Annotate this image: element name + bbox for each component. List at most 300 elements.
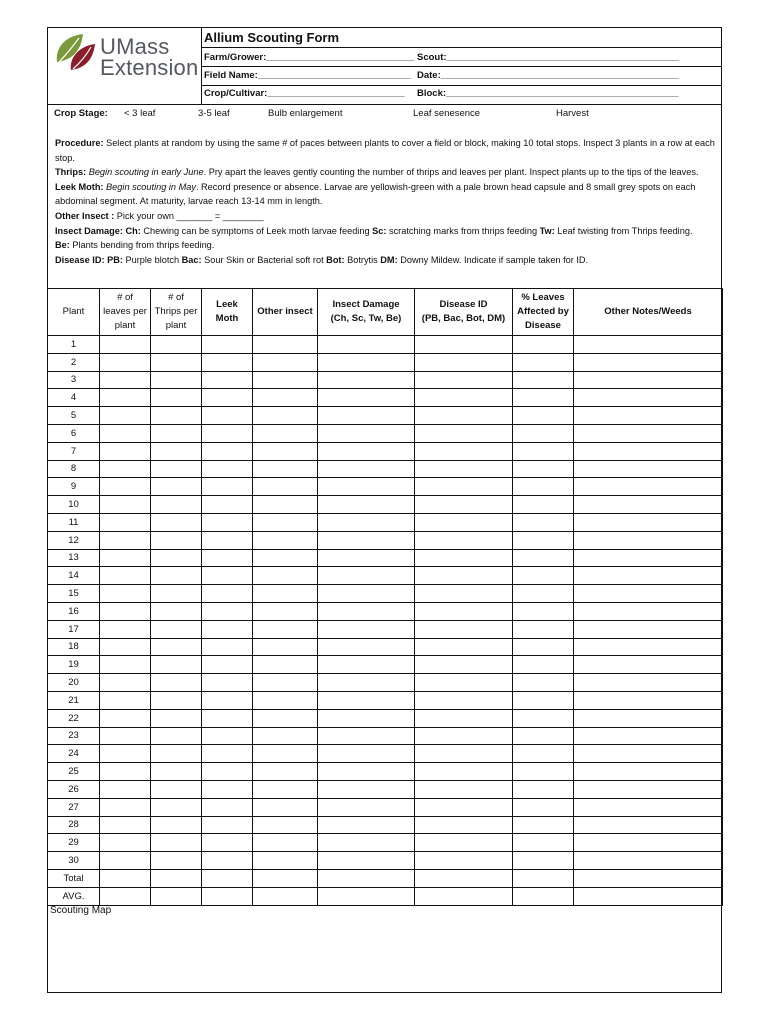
entry-cell[interactable] bbox=[513, 407, 574, 425]
entry-cell[interactable] bbox=[151, 567, 202, 585]
row-label: AVG. bbox=[48, 887, 100, 905]
entry-cell[interactable] bbox=[253, 816, 318, 834]
entry-cell[interactable] bbox=[100, 389, 151, 407]
entry-cell[interactable] bbox=[415, 763, 513, 781]
entry-cell[interactable] bbox=[253, 656, 318, 674]
entry-cell[interactable] bbox=[574, 709, 723, 727]
entry-cell[interactable] bbox=[202, 834, 253, 852]
scouting-table bbox=[47, 288, 723, 906]
entry-cell[interactable] bbox=[415, 798, 513, 816]
entry-cell[interactable] bbox=[574, 442, 723, 460]
row-label: 9 bbox=[48, 478, 100, 496]
entry-cell[interactable] bbox=[513, 389, 574, 407]
entry-cell[interactable] bbox=[513, 478, 574, 496]
entry-cell[interactable] bbox=[574, 727, 723, 745]
entry-cell[interactable] bbox=[100, 691, 151, 709]
entry-cell[interactable] bbox=[574, 353, 723, 371]
entry-cell[interactable] bbox=[202, 424, 253, 442]
entry-cell[interactable] bbox=[318, 887, 415, 905]
entry-cell[interactable] bbox=[318, 389, 415, 407]
entry-cell[interactable] bbox=[253, 531, 318, 549]
entry-cell[interactable] bbox=[253, 638, 318, 656]
entry-cell[interactable] bbox=[100, 513, 151, 531]
entry-cell[interactable] bbox=[100, 585, 151, 603]
entry-cell[interactable] bbox=[100, 353, 151, 371]
entry-cell[interactable] bbox=[513, 336, 574, 354]
entry-cell[interactable] bbox=[253, 585, 318, 603]
table-row bbox=[48, 674, 723, 692]
entry-cell[interactable] bbox=[151, 549, 202, 567]
entry-cell[interactable] bbox=[253, 798, 318, 816]
entry-cell[interactable] bbox=[100, 638, 151, 656]
entry-cell[interactable] bbox=[100, 567, 151, 585]
leek-moth-text: . Record presence or absence. Larvae are yellowish-green with a pale brown head capsule and 8 small grey spots on each abdominal segment. At maturity, larvae reach 13-14 mm in length. bbox=[55, 181, 696, 207]
table-row bbox=[48, 460, 723, 478]
entry-cell[interactable] bbox=[202, 709, 253, 727]
table-row bbox=[48, 478, 723, 496]
entry-cell[interactable] bbox=[415, 407, 513, 425]
entry-cell[interactable] bbox=[202, 407, 253, 425]
field-name-field[interactable]: Field Name:_____________________________ bbox=[204, 70, 412, 81]
entry-cell[interactable] bbox=[574, 780, 723, 798]
table-row bbox=[48, 763, 723, 781]
entry-cell[interactable] bbox=[151, 585, 202, 603]
entry-cell[interactable] bbox=[318, 567, 415, 585]
entry-cell[interactable] bbox=[100, 852, 151, 870]
entry-cell[interactable] bbox=[202, 638, 253, 656]
entry-cell[interactable] bbox=[415, 389, 513, 407]
entry-cell[interactable] bbox=[151, 727, 202, 745]
entry-cell[interactable] bbox=[513, 887, 574, 905]
entry-cell[interactable] bbox=[513, 549, 574, 567]
entry-cell[interactable] bbox=[253, 727, 318, 745]
entry-cell[interactable] bbox=[513, 531, 574, 549]
entry-cell[interactable] bbox=[202, 389, 253, 407]
entry-cell[interactable] bbox=[100, 709, 151, 727]
entry-cell[interactable] bbox=[202, 656, 253, 674]
entry-cell[interactable] bbox=[151, 834, 202, 852]
entry-cell[interactable] bbox=[513, 496, 574, 514]
insect-damage-label: Insect Damage: bbox=[55, 225, 123, 236]
entry-cell[interactable] bbox=[513, 442, 574, 460]
row-label: 5 bbox=[48, 407, 100, 425]
entry-cell[interactable] bbox=[318, 496, 415, 514]
entry-cell[interactable] bbox=[100, 371, 151, 389]
entry-cell[interactable] bbox=[513, 638, 574, 656]
entry-cell[interactable] bbox=[253, 709, 318, 727]
entry-cell[interactable] bbox=[253, 549, 318, 567]
entry-cell[interactable] bbox=[318, 780, 415, 798]
entry-cell[interactable] bbox=[415, 780, 513, 798]
entry-cell[interactable] bbox=[100, 816, 151, 834]
col-pct-leaves: % Leaves Affected by Disease bbox=[513, 289, 574, 336]
entry-cell[interactable] bbox=[318, 602, 415, 620]
entry-cell[interactable] bbox=[513, 460, 574, 478]
entry-cell[interactable] bbox=[100, 478, 151, 496]
entry-cell[interactable] bbox=[318, 531, 415, 549]
entry-cell[interactable] bbox=[513, 816, 574, 834]
row-label: 19 bbox=[48, 656, 100, 674]
entry-cell[interactable] bbox=[574, 389, 723, 407]
row-label: 3 bbox=[48, 371, 100, 389]
entry-cell[interactable] bbox=[318, 763, 415, 781]
entry-cell[interactable] bbox=[415, 336, 513, 354]
entry-cell[interactable] bbox=[202, 549, 253, 567]
entry-cell[interactable] bbox=[151, 869, 202, 887]
crop-stage-option[interactable]: 3-5 leaf bbox=[198, 108, 230, 119]
entry-cell[interactable] bbox=[100, 460, 151, 478]
entry-cell[interactable] bbox=[574, 460, 723, 478]
entry-cell[interactable] bbox=[151, 887, 202, 905]
entry-cell[interactable] bbox=[100, 674, 151, 692]
entry-cell[interactable] bbox=[318, 745, 415, 763]
entry-cell[interactable] bbox=[415, 371, 513, 389]
date-field[interactable]: Date:_____________________________________________ bbox=[417, 70, 679, 81]
entry-cell[interactable] bbox=[100, 531, 151, 549]
entry-cell[interactable] bbox=[202, 816, 253, 834]
entry-cell[interactable] bbox=[318, 549, 415, 567]
entry-cell[interactable] bbox=[253, 478, 318, 496]
table-row bbox=[48, 620, 723, 638]
entry-cell[interactable] bbox=[513, 780, 574, 798]
block-field[interactable]: Block:____________________________________________ bbox=[417, 88, 679, 99]
entry-cell[interactable] bbox=[151, 656, 202, 674]
entry-cell[interactable] bbox=[574, 763, 723, 781]
entry-cell[interactable] bbox=[253, 869, 318, 887]
entry-cell[interactable] bbox=[253, 513, 318, 531]
entry-cell[interactable] bbox=[100, 424, 151, 442]
entry-cell[interactable] bbox=[202, 567, 253, 585]
entry-cell[interactable] bbox=[574, 567, 723, 585]
entry-cell[interactable] bbox=[151, 745, 202, 763]
entry-cell[interactable] bbox=[253, 371, 318, 389]
entry-cell[interactable] bbox=[151, 709, 202, 727]
entry-cell[interactable] bbox=[151, 407, 202, 425]
entry-cell[interactable] bbox=[151, 424, 202, 442]
entry-cell[interactable] bbox=[151, 371, 202, 389]
entry-cell[interactable] bbox=[151, 460, 202, 478]
row-label: 8 bbox=[48, 460, 100, 478]
entry-cell[interactable] bbox=[151, 531, 202, 549]
entry-cell[interactable] bbox=[100, 780, 151, 798]
entry-cell[interactable] bbox=[202, 887, 253, 905]
entry-cell[interactable] bbox=[202, 496, 253, 514]
entry-cell[interactable] bbox=[151, 442, 202, 460]
entry-cell[interactable] bbox=[318, 513, 415, 531]
entry-cell[interactable] bbox=[100, 727, 151, 745]
entry-cell[interactable] bbox=[574, 852, 723, 870]
entry-cell[interactable] bbox=[513, 709, 574, 727]
entry-cell[interactable] bbox=[513, 620, 574, 638]
entry-cell[interactable] bbox=[253, 852, 318, 870]
entry-cell[interactable] bbox=[513, 585, 574, 603]
entry-cell[interactable] bbox=[202, 602, 253, 620]
entry-cell[interactable] bbox=[415, 549, 513, 567]
entry-cell[interactable] bbox=[202, 852, 253, 870]
entry-cell[interactable] bbox=[318, 371, 415, 389]
table-row bbox=[48, 389, 723, 407]
entry-cell[interactable] bbox=[574, 478, 723, 496]
logo-line-2: Extension bbox=[100, 55, 199, 80]
entry-cell[interactable] bbox=[513, 691, 574, 709]
entry-cell[interactable] bbox=[513, 371, 574, 389]
entry-cell[interactable] bbox=[100, 745, 151, 763]
entry-cell[interactable] bbox=[151, 478, 202, 496]
entry-cell[interactable] bbox=[202, 620, 253, 638]
entry-cell[interactable] bbox=[513, 513, 574, 531]
entry-cell[interactable] bbox=[513, 424, 574, 442]
entry-cell[interactable] bbox=[318, 798, 415, 816]
entry-cell[interactable] bbox=[253, 389, 318, 407]
entry-cell[interactable] bbox=[513, 602, 574, 620]
entry-cell[interactable] bbox=[151, 798, 202, 816]
divider bbox=[201, 66, 721, 67]
entry-cell[interactable] bbox=[513, 763, 574, 781]
entry-cell[interactable] bbox=[318, 691, 415, 709]
entry-cell[interactable] bbox=[513, 353, 574, 371]
row-label: 2 bbox=[48, 353, 100, 371]
entry-cell[interactable] bbox=[318, 869, 415, 887]
row-label: 13 bbox=[48, 549, 100, 567]
entry-cell[interactable] bbox=[318, 727, 415, 745]
divider bbox=[201, 85, 721, 86]
entry-cell[interactable] bbox=[253, 620, 318, 638]
entry-cell[interactable] bbox=[100, 602, 151, 620]
umass-extension-logo bbox=[48, 28, 202, 104]
table-row bbox=[48, 407, 723, 425]
scout-field[interactable]: Scout:____________________________________________ bbox=[417, 52, 680, 63]
entry-cell[interactable] bbox=[253, 834, 318, 852]
entry-cell[interactable] bbox=[100, 336, 151, 354]
entry-cell[interactable] bbox=[318, 709, 415, 727]
entry-cell[interactable] bbox=[253, 887, 318, 905]
entry-cell[interactable] bbox=[202, 691, 253, 709]
entry-cell[interactable] bbox=[202, 531, 253, 549]
table-row bbox=[48, 691, 723, 709]
entry-cell[interactable] bbox=[415, 887, 513, 905]
entry-cell[interactable] bbox=[574, 638, 723, 656]
entry-cell[interactable] bbox=[202, 745, 253, 763]
crop-cultivar-field[interactable]: Crop/Cultivar:__________________________ bbox=[204, 88, 405, 99]
crop-stage-option[interactable]: Bulb enlargement bbox=[268, 108, 343, 119]
table-row bbox=[48, 602, 723, 620]
crop-stage-option[interactable]: Leaf senesence bbox=[413, 108, 481, 119]
entry-cell[interactable] bbox=[253, 442, 318, 460]
entry-cell[interactable] bbox=[513, 567, 574, 585]
entry-cell[interactable] bbox=[253, 745, 318, 763]
entry-cell[interactable] bbox=[318, 852, 415, 870]
entry-cell[interactable] bbox=[318, 353, 415, 371]
entry-cell[interactable] bbox=[202, 513, 253, 531]
entry-cell[interactable] bbox=[415, 691, 513, 709]
entry-cell[interactable] bbox=[318, 585, 415, 603]
entry-cell[interactable] bbox=[253, 691, 318, 709]
entry-cell[interactable] bbox=[318, 816, 415, 834]
entry-cell[interactable] bbox=[151, 602, 202, 620]
entry-cell[interactable] bbox=[415, 460, 513, 478]
entry-cell[interactable] bbox=[253, 353, 318, 371]
entry-cell[interactable] bbox=[318, 638, 415, 656]
entry-cell[interactable] bbox=[100, 869, 151, 887]
entry-cell[interactable] bbox=[151, 389, 202, 407]
code-be: Be: bbox=[55, 240, 70, 251]
entry-cell[interactable] bbox=[574, 513, 723, 531]
entry-cell[interactable] bbox=[415, 531, 513, 549]
crop-stage-option[interactable]: Harvest bbox=[556, 108, 589, 119]
entry-cell[interactable] bbox=[318, 407, 415, 425]
entry-cell[interactable] bbox=[415, 745, 513, 763]
entry-cell[interactable] bbox=[415, 816, 513, 834]
entry-cell[interactable] bbox=[151, 763, 202, 781]
entry-cell[interactable] bbox=[253, 496, 318, 514]
entry-cell[interactable] bbox=[415, 496, 513, 514]
entry-cell[interactable] bbox=[574, 602, 723, 620]
entry-cell[interactable] bbox=[513, 745, 574, 763]
entry-cell[interactable] bbox=[151, 691, 202, 709]
entry-cell[interactable] bbox=[574, 834, 723, 852]
entry-cell[interactable] bbox=[100, 656, 151, 674]
entry-cell[interactable] bbox=[202, 798, 253, 816]
entry-cell[interactable] bbox=[100, 763, 151, 781]
entry-cell[interactable] bbox=[253, 407, 318, 425]
entry-cell[interactable] bbox=[151, 852, 202, 870]
entry-cell[interactable] bbox=[415, 656, 513, 674]
entry-cell[interactable] bbox=[318, 424, 415, 442]
entry-cell[interactable] bbox=[415, 869, 513, 887]
entry-cell[interactable] bbox=[574, 336, 723, 354]
entry-cell[interactable] bbox=[574, 371, 723, 389]
entry-cell[interactable] bbox=[202, 674, 253, 692]
entry-cell[interactable] bbox=[202, 478, 253, 496]
entry-cell[interactable] bbox=[202, 727, 253, 745]
entry-cell[interactable] bbox=[151, 620, 202, 638]
entry-cell[interactable] bbox=[415, 602, 513, 620]
entry-cell[interactable] bbox=[318, 620, 415, 638]
entry-cell[interactable] bbox=[513, 727, 574, 745]
entry-cell[interactable] bbox=[100, 407, 151, 425]
entry-cell[interactable] bbox=[100, 798, 151, 816]
entry-cell[interactable] bbox=[415, 478, 513, 496]
entry-cell[interactable] bbox=[574, 585, 723, 603]
entry-cell[interactable] bbox=[574, 887, 723, 905]
entry-cell[interactable] bbox=[318, 478, 415, 496]
entry-cell[interactable] bbox=[151, 638, 202, 656]
entry-cell[interactable] bbox=[513, 869, 574, 887]
entry-cell[interactable] bbox=[100, 834, 151, 852]
entry-cell[interactable] bbox=[415, 709, 513, 727]
header-fields bbox=[201, 28, 721, 104]
entry-cell[interactable] bbox=[151, 513, 202, 531]
entry-cell[interactable] bbox=[574, 745, 723, 763]
entry-cell[interactable] bbox=[202, 585, 253, 603]
entry-cell[interactable] bbox=[253, 567, 318, 585]
entry-cell[interactable] bbox=[100, 442, 151, 460]
entry-cell[interactable] bbox=[574, 620, 723, 638]
entry-cell[interactable] bbox=[574, 869, 723, 887]
entry-cell[interactable] bbox=[151, 353, 202, 371]
entry-cell[interactable] bbox=[415, 585, 513, 603]
entry-cell[interactable] bbox=[100, 549, 151, 567]
entry-cell[interactable] bbox=[151, 496, 202, 514]
entry-cell[interactable] bbox=[202, 442, 253, 460]
entry-cell[interactable] bbox=[151, 336, 202, 354]
entry-cell[interactable] bbox=[574, 531, 723, 549]
entry-cell[interactable] bbox=[415, 442, 513, 460]
entry-cell[interactable] bbox=[202, 460, 253, 478]
entry-cell[interactable] bbox=[574, 798, 723, 816]
entry-cell[interactable] bbox=[574, 674, 723, 692]
entry-cell[interactable] bbox=[253, 602, 318, 620]
entry-cell[interactable] bbox=[100, 620, 151, 638]
entry-cell[interactable] bbox=[574, 656, 723, 674]
entry-cell[interactable] bbox=[415, 620, 513, 638]
entry-cell[interactable] bbox=[574, 549, 723, 567]
entry-cell[interactable] bbox=[100, 887, 151, 905]
entry-cell[interactable] bbox=[574, 407, 723, 425]
entry-cell[interactable] bbox=[202, 336, 253, 354]
entry-cell[interactable] bbox=[415, 567, 513, 585]
entry-cell[interactable] bbox=[415, 424, 513, 442]
entry-cell[interactable] bbox=[574, 496, 723, 514]
farm-grower-field[interactable]: Farm/Grower:____________________________ bbox=[204, 52, 415, 63]
entry-cell[interactable] bbox=[513, 656, 574, 674]
entry-cell[interactable] bbox=[202, 780, 253, 798]
entry-cell[interactable] bbox=[415, 834, 513, 852]
entry-cell[interactable] bbox=[415, 674, 513, 692]
entry-cell[interactable] bbox=[415, 852, 513, 870]
entry-cell[interactable] bbox=[513, 852, 574, 870]
entry-cell[interactable] bbox=[100, 496, 151, 514]
entry-cell[interactable] bbox=[253, 763, 318, 781]
entry-cell[interactable] bbox=[318, 656, 415, 674]
entry-cell[interactable] bbox=[415, 513, 513, 531]
entry-cell[interactable] bbox=[415, 353, 513, 371]
entry-cell[interactable] bbox=[415, 727, 513, 745]
entry-cell[interactable] bbox=[202, 763, 253, 781]
entry-cell[interactable] bbox=[318, 336, 415, 354]
code-bot-text: Botrytis bbox=[344, 254, 378, 265]
entry-cell[interactable] bbox=[253, 424, 318, 442]
entry-cell[interactable] bbox=[574, 424, 723, 442]
entry-cell[interactable] bbox=[513, 798, 574, 816]
crop-stage-label: Crop Stage: bbox=[54, 108, 108, 119]
entry-cell[interactable] bbox=[202, 353, 253, 371]
entry-cell[interactable] bbox=[253, 780, 318, 798]
entry-cell[interactable] bbox=[318, 834, 415, 852]
disease-paragraph bbox=[55, 253, 715, 268]
entry-cell[interactable] bbox=[513, 674, 574, 692]
other-insect-paragraph bbox=[55, 209, 715, 224]
entry-cell[interactable] bbox=[202, 371, 253, 389]
row-label: 18 bbox=[48, 638, 100, 656]
entry-cell[interactable] bbox=[513, 834, 574, 852]
entry-cell[interactable] bbox=[318, 442, 415, 460]
entry-cell[interactable] bbox=[318, 460, 415, 478]
entry-cell[interactable] bbox=[253, 336, 318, 354]
disease-id-label: Disease ID: bbox=[55, 254, 105, 265]
entry-cell[interactable] bbox=[318, 674, 415, 692]
entry-cell[interactable] bbox=[574, 816, 723, 834]
entry-cell[interactable] bbox=[253, 460, 318, 478]
entry-cell[interactable] bbox=[415, 638, 513, 656]
entry-cell[interactable] bbox=[151, 780, 202, 798]
entry-cell[interactable] bbox=[253, 674, 318, 692]
entry-cell[interactable] bbox=[151, 674, 202, 692]
crop-stage-option[interactable]: < 3 leaf bbox=[124, 108, 156, 119]
entry-cell[interactable] bbox=[574, 691, 723, 709]
entry-cell[interactable] bbox=[151, 816, 202, 834]
entry-cell[interactable] bbox=[202, 869, 253, 887]
